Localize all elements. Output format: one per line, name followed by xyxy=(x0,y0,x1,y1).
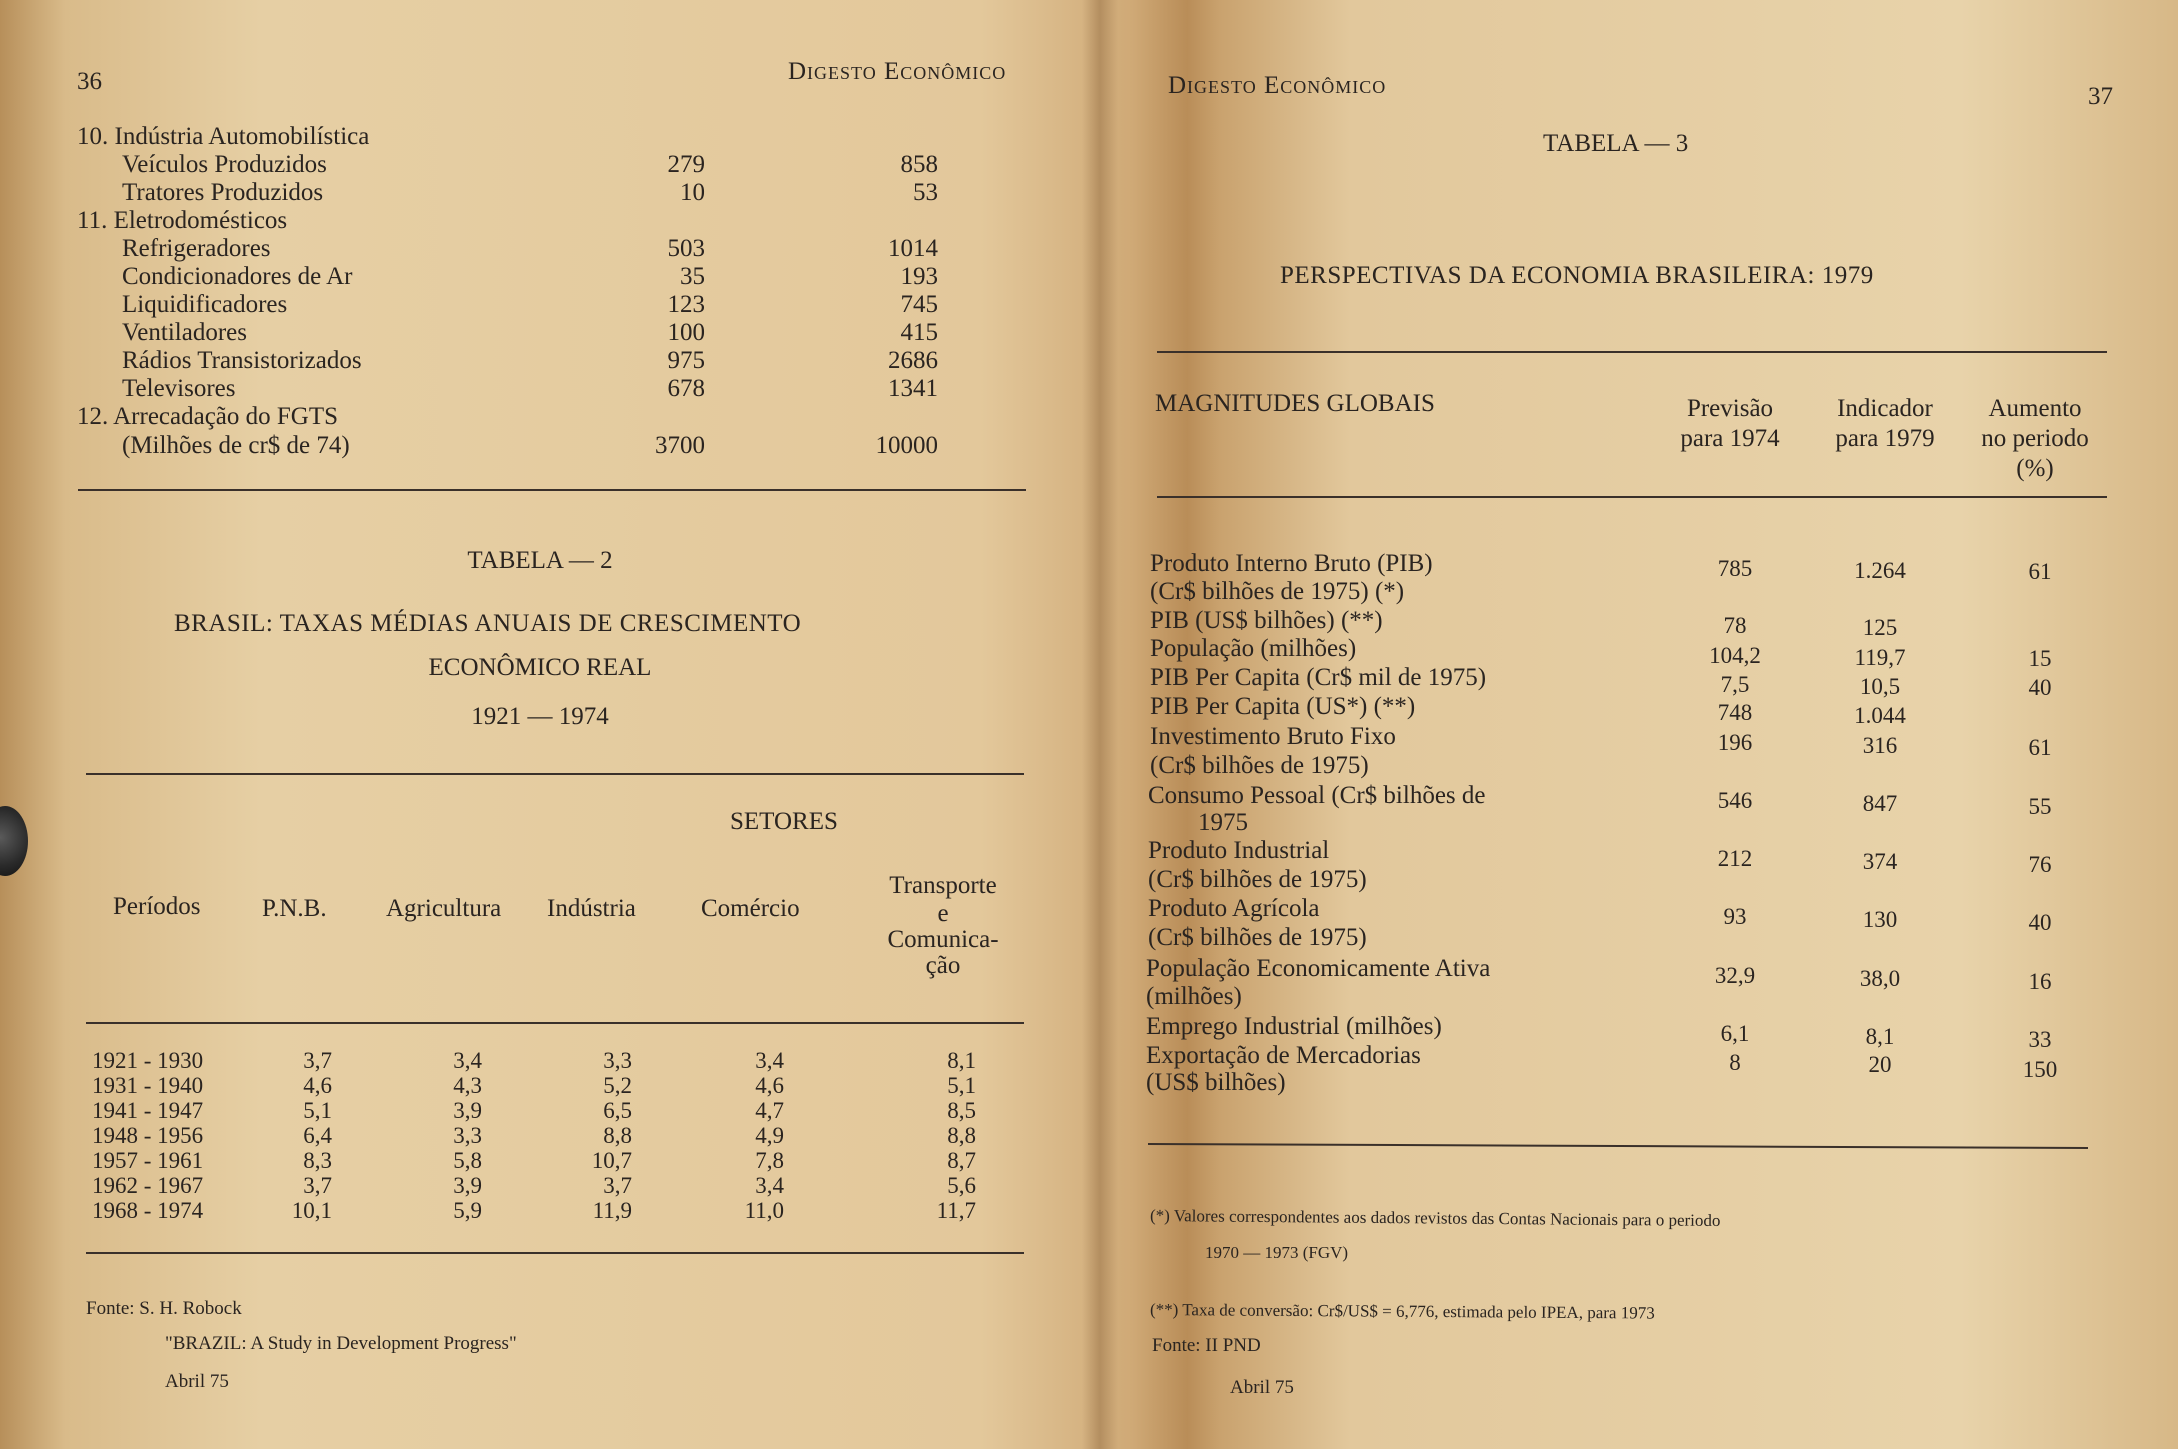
cell-indicador: 1.264 xyxy=(1854,558,1906,583)
cell-aumento: 76 xyxy=(2028,852,2052,877)
cell-agricultura: 3,9 xyxy=(453,1098,482,1123)
row-sublabel: (Cr$ bilhões de 1975) xyxy=(1148,866,1367,893)
cell-industria: 8,8 xyxy=(603,1123,632,1148)
col-header-magnitudes: MAGNITUDES GLOBAIS xyxy=(1155,390,1435,417)
row-period: 1921 - 1930 xyxy=(92,1048,204,1073)
cell-indicador: 10,5 xyxy=(1859,674,1901,699)
cell-previsao: 6,1 xyxy=(1720,1021,1750,1046)
col-header-indicador-2: para 1979 xyxy=(1835,425,1935,452)
cell-pnb: 10,1 xyxy=(291,1198,332,1223)
table-rule xyxy=(1157,351,2107,353)
cell-previsao: 212 xyxy=(1717,846,1753,871)
cell-comercio: 3,4 xyxy=(755,1173,784,1198)
row-label: 10. Indústria Automobilística xyxy=(77,123,370,150)
row-period: 1968 - 1974 xyxy=(92,1198,204,1223)
cell-previsao: 785 xyxy=(1717,556,1753,581)
table3-source-date: Abril 75 xyxy=(1230,1377,1294,1398)
cell-agricultura: 4,3 xyxy=(453,1073,482,1098)
table2-label: TABELA — 2 xyxy=(467,547,613,574)
row-value-1974: 678 xyxy=(667,375,705,402)
row-period: 1948 - 1956 xyxy=(92,1123,204,1148)
cell-comercio: 11,0 xyxy=(744,1198,784,1223)
table2-period: 1921 — 1974 xyxy=(471,703,609,730)
row-label: População Economicamente Ativa xyxy=(1146,955,1491,982)
table-rule xyxy=(86,773,1024,775)
cell-indicador: 374 xyxy=(1862,849,1898,874)
row-period: 1931 - 1940 xyxy=(92,1073,204,1098)
book-gutter xyxy=(1082,0,1118,1449)
punch-hole xyxy=(0,806,28,876)
cell-industria: 3,3 xyxy=(603,1048,632,1073)
cell-transporte: 5,1 xyxy=(947,1073,976,1098)
cell-previsao: 7,5 xyxy=(1720,672,1750,697)
row-value-1979: 1341 xyxy=(888,375,938,402)
cell-industria: 6,5 xyxy=(603,1098,632,1123)
row-label: 12. Arrecadação do FGTS xyxy=(77,403,339,430)
cell-previsao: 748 xyxy=(1717,700,1753,725)
cell-previsao: 32,9 xyxy=(1714,963,1756,988)
row-value-1979: 745 xyxy=(900,291,938,318)
col-header-comercio: Comércio xyxy=(701,895,800,922)
table2-source: Fonte: S. H. Robock xyxy=(86,1298,242,1319)
row-label: (Milhões de cr$ de 74) xyxy=(122,432,350,459)
row-label: Emprego Industrial (milhões) xyxy=(1146,1013,1442,1040)
row-label: Produto Industrial xyxy=(1148,837,1330,864)
col-header-previsao: Previsão xyxy=(1686,395,1774,422)
row-label: Liquidificadores xyxy=(122,291,288,318)
row-label: PIB (US$ bilhões) (**) xyxy=(1150,607,1383,634)
table-rule xyxy=(1148,1143,2088,1149)
cell-comercio: 7,8 xyxy=(755,1148,784,1173)
row-label: Ventiladores xyxy=(122,319,247,346)
table2-title: BRASIL: TAXAS MÉDIAS ANUAIS DE CRESCIMENTO xyxy=(174,610,802,637)
cell-industria: 11,9 xyxy=(592,1198,632,1223)
col-header-pnb: P.N.B. xyxy=(262,895,327,922)
cell-industria: 5,2 xyxy=(603,1073,632,1098)
cell-aumento: 61 xyxy=(2028,559,2052,584)
col-header-previsao-2: para 1974 xyxy=(1680,425,1780,452)
left-page-number: 36 xyxy=(77,68,102,95)
right-page-number: 37 xyxy=(2088,83,2113,110)
cell-industria: 10,7 xyxy=(591,1148,632,1173)
row-value-1974: 279 xyxy=(667,151,705,178)
cell-indicador: 20 xyxy=(1868,1052,1892,1077)
col-header-industria: Indústria xyxy=(547,895,636,922)
row-label: Veículos Produzidos xyxy=(122,151,327,178)
cell-previsao: 78 xyxy=(1723,613,1747,638)
cell-agricultura: 3,9 xyxy=(453,1173,482,1198)
cell-aumento: 150 xyxy=(2022,1057,2058,1082)
cell-indicador: 8,1 xyxy=(1865,1024,1895,1049)
row-label: PIB Per Capita (Cr$ mil de 1975) xyxy=(1150,664,1487,691)
row-sublabel: (Cr$ bilhões de 1975) xyxy=(1150,752,1369,779)
row-value-1974: 3700 xyxy=(655,432,705,459)
cell-indicador: 316 xyxy=(1862,733,1898,758)
cell-transporte: 8,8 xyxy=(947,1123,976,1148)
row-sublabel: (milhões) xyxy=(1146,983,1242,1010)
table3-label: TABELA — 3 xyxy=(1543,130,1689,157)
cell-industria: 3,7 xyxy=(603,1173,632,1198)
table-rule xyxy=(1157,496,2107,498)
row-label: Produto Agrícola xyxy=(1148,895,1320,922)
col-header-comunicacao: Comunica- xyxy=(887,926,999,953)
cell-transporte: 8,1 xyxy=(947,1048,976,1073)
table2-source-date: Abril 75 xyxy=(165,1371,229,1392)
row-label: Refrigeradores xyxy=(122,235,271,262)
table-rule xyxy=(86,1022,1024,1024)
table-rule xyxy=(86,1252,1024,1254)
cell-aumento: 61 xyxy=(2028,735,2052,760)
left-running-head: Digesto Econômico xyxy=(788,58,1007,85)
col-header-transporte: Transporte xyxy=(889,872,997,899)
col-header-periodos: Períodos xyxy=(113,893,201,920)
row-value-1974: 975 xyxy=(667,347,705,374)
row-label: Condicionadores de Ar xyxy=(122,263,353,290)
cell-aumento: 55 xyxy=(2028,794,2052,819)
cell-agricultura: 5,9 xyxy=(453,1198,482,1223)
table3-source: Fonte: II PND xyxy=(1152,1335,1261,1356)
row-period: 1941 - 1947 xyxy=(92,1098,204,1123)
cell-aumento: 40 xyxy=(2028,675,2052,700)
cell-aumento: 16 xyxy=(2028,969,2052,994)
cell-pnb: 3,7 xyxy=(303,1048,332,1073)
row-label: Tratores Produzidos xyxy=(122,179,324,206)
col-header-aumento-2: no periodo xyxy=(1981,425,2089,452)
row-value-1979: 193 xyxy=(900,263,938,290)
row-sublabel: (Cr$ bilhões de 1975) (*) xyxy=(1150,578,1405,605)
cell-transporte: 8,5 xyxy=(947,1098,976,1123)
cell-previsao: 546 xyxy=(1717,788,1753,813)
cell-comercio: 4,7 xyxy=(755,1098,784,1123)
table3-title: PERSPECTIVAS DA ECONOMIA BRASILEIRA: 1979 xyxy=(1280,262,1874,289)
row-label: Rádios Transistorizados xyxy=(122,347,362,374)
row-label: Investimento Bruto Fixo xyxy=(1150,723,1396,750)
cell-comercio: 4,9 xyxy=(755,1123,784,1148)
row-period: 1957 - 1961 xyxy=(92,1148,204,1173)
cell-transporte: 8,7 xyxy=(947,1148,976,1173)
cell-indicador: 38,0 xyxy=(1859,966,1901,991)
row-label: Televisores xyxy=(122,375,236,402)
footnote-1-cont: 1970 — 1973 (FGV) xyxy=(1205,1243,1349,1262)
row-sublabel: (Cr$ bilhões de 1975) xyxy=(1148,924,1367,951)
row-sublabel: 1975 xyxy=(1198,809,1248,836)
cell-agricultura: 5,8 xyxy=(453,1148,482,1173)
row-value-1974: 35 xyxy=(680,263,705,290)
cell-previsao: 104,2 xyxy=(1709,643,1761,668)
col-header-comunicacao-2: ção xyxy=(925,952,961,979)
row-label: PIB Per Capita (US*) (**) xyxy=(1150,693,1416,720)
cell-transporte: 11,7 xyxy=(936,1198,976,1223)
cell-indicador: 847 xyxy=(1862,791,1898,816)
cell-indicador: 1.044 xyxy=(1854,703,1906,728)
cell-pnb: 8,3 xyxy=(303,1148,332,1173)
row-value-1974: 503 xyxy=(667,235,705,262)
row-value-1979: 415 xyxy=(900,319,938,346)
col-header-aumento: Aumento xyxy=(1988,395,2082,422)
row-label: 11. Eletrodomésticos xyxy=(77,207,288,234)
footnote-2: (**) Taxa de conversão: Cr$/US$ = 6,776, estimada pelo IPEA, para 1973 xyxy=(1149,1300,1655,1323)
cell-comercio: 3,4 xyxy=(755,1048,784,1073)
cell-comercio: 4,6 xyxy=(755,1073,784,1098)
row-label: Consumo Pessoal (Cr$ bilhões de xyxy=(1148,782,1486,809)
col-header-aumento-3: (%) xyxy=(2016,455,2054,482)
right-running-head: Digesto Econômico xyxy=(1168,72,1387,99)
col-header-agricultura: Agricultura xyxy=(386,895,502,922)
cell-agricultura: 3,4 xyxy=(453,1048,482,1073)
row-value-1979: 10000 xyxy=(875,432,938,459)
cell-pnb: 5,1 xyxy=(303,1098,332,1123)
table2-source-title: "BRAZIL: A Study in Development Progress" xyxy=(165,1333,517,1354)
cell-pnb: 4,6 xyxy=(303,1073,332,1098)
footnote-1: (*) Valores correspondentes aos dados revistos das Contas Nacionais para o periodo xyxy=(1149,1206,1721,1230)
col-header-indicador: Indicador xyxy=(1837,395,1933,422)
cell-previsao: 93 xyxy=(1723,904,1747,929)
row-value-1979: 53 xyxy=(913,179,938,206)
cell-transporte: 5,6 xyxy=(947,1173,976,1198)
row-value-1979: 858 xyxy=(900,151,938,178)
cell-indicador: 119,7 xyxy=(1854,645,1906,670)
setores-header: SETORES xyxy=(730,808,838,835)
cell-pnb: 6,4 xyxy=(303,1123,332,1148)
row-sublabel: (US$ bilhões) xyxy=(1146,1069,1286,1096)
cell-pnb: 3,7 xyxy=(303,1173,332,1198)
row-value-1979: 1014 xyxy=(888,235,938,262)
cell-previsao: 196 xyxy=(1717,730,1753,755)
row-label: Exportação de Mercadorias xyxy=(1146,1042,1421,1069)
cell-aumento: 40 xyxy=(2028,910,2052,935)
row-value-1974: 123 xyxy=(667,291,705,318)
cell-indicador: 130 xyxy=(1862,907,1898,932)
table-rule xyxy=(78,489,1026,491)
row-period: 1962 - 1967 xyxy=(92,1173,204,1198)
cell-agricultura: 3,3 xyxy=(453,1123,482,1148)
cell-previsao: 8 xyxy=(1729,1050,1741,1075)
cell-aumento: 15 xyxy=(2028,646,2052,671)
row-value-1979: 2686 xyxy=(888,347,938,374)
row-label: Produto Interno Bruto (PIB) xyxy=(1150,550,1433,577)
cell-aumento: 33 xyxy=(2028,1027,2052,1052)
table2-title-line2: ECONÔMICO REAL xyxy=(428,654,652,681)
row-value-1974: 100 xyxy=(667,319,705,346)
cell-indicador: 125 xyxy=(1862,615,1898,640)
row-value-1974: 10 xyxy=(680,179,705,206)
col-header-transporte-e: e xyxy=(937,900,949,927)
row-label: População (milhões) xyxy=(1150,635,1357,662)
